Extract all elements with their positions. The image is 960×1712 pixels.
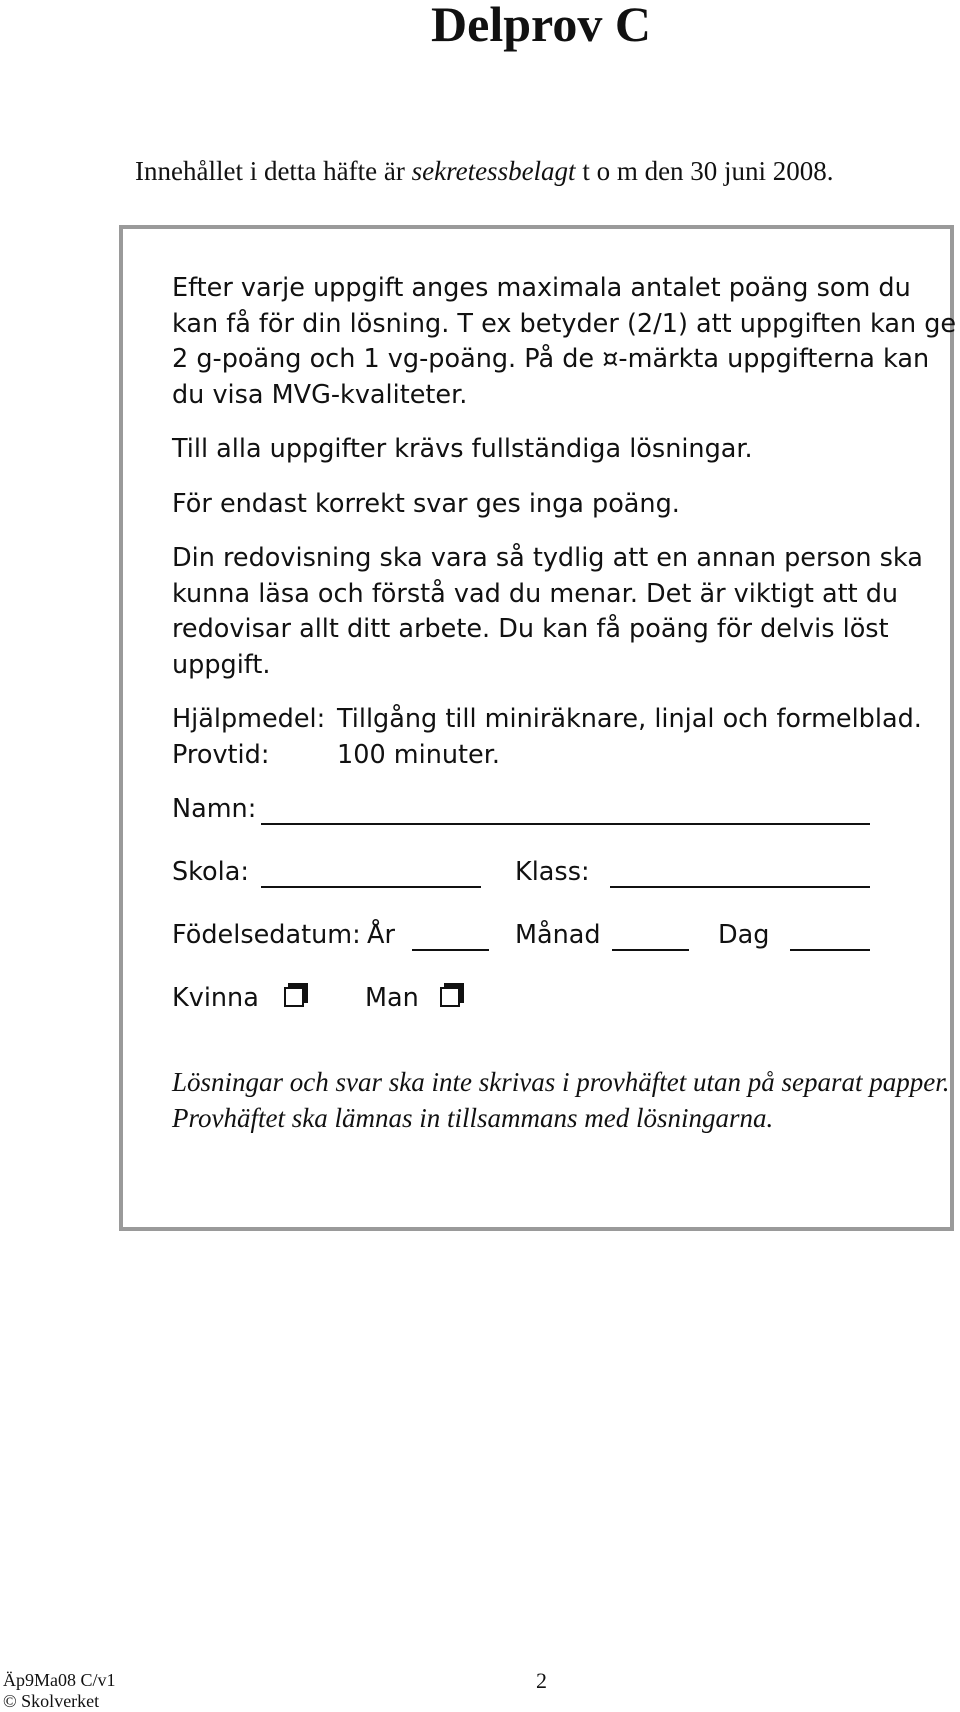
complete-solutions-note: Till alla uppgifter krävs fullständiga lösningar.	[172, 434, 753, 464]
answer-sheet-note: Lösningar och svar ska inte skrivas i provhäftet utan på separat papper. Provhäftet ska lämnas in tillsammans med lösningarna.	[172, 1067, 950, 1133]
footer-info	[3, 1670, 116, 1712]
intro-emphasis: sekretessbelagt	[411, 156, 576, 186]
gender-row	[172, 981, 957, 1044]
name-label: Namn:	[172, 794, 257, 824]
time-value: 100 minuter.	[337, 739, 500, 770]
month-line[interactable]	[612, 949, 689, 951]
time-label: Provtid:	[172, 739, 270, 770]
school-line[interactable]	[261, 886, 481, 888]
copyright: © Skolverket	[3, 1691, 100, 1711]
aids-row	[172, 702, 957, 738]
document-code: Äp9Ma08 C/v1	[3, 1670, 116, 1690]
year-line[interactable]	[412, 949, 489, 951]
page-number: 2	[536, 1668, 547, 1693]
birthdate-label: Födelsedatum:	[172, 920, 361, 950]
name-field-row	[172, 792, 957, 855]
school-class-row	[172, 855, 957, 918]
year-label: År	[367, 920, 395, 950]
birthdate-row	[172, 918, 957, 981]
page-title: Delprov C	[431, 0, 651, 52]
intro-text-before: Innehållet i detta häfte är	[135, 156, 412, 186]
day-line[interactable]	[790, 949, 870, 951]
day-label: Dag	[718, 920, 770, 950]
instructions-box	[119, 225, 957, 1231]
aids-label: Hjälpmedel:	[172, 704, 326, 734]
time-row	[172, 738, 957, 774]
woman-label: Kvinna	[172, 983, 259, 1013]
intro-text-after: t o m den 30 juni 2008.	[575, 156, 834, 186]
aids-value: Tillgång till miniräknare, linjal och formelblad.	[337, 704, 922, 734]
name-line[interactable]	[261, 823, 870, 825]
confidentiality-notice	[135, 155, 834, 187]
presentation-note: Din redovisning ska vara så tydlig att en annan person ska kunna läsa och förstå vad du menar. Det är viktigt att du redovisar allt ditt arbete. Du kan få poäng för delvis löst uppgift.	[172, 543, 923, 680]
month-label: Månad	[515, 920, 601, 950]
class-label: Klass:	[515, 857, 590, 887]
class-line[interactable]	[610, 886, 870, 888]
man-checkbox[interactable]	[440, 987, 460, 1007]
points-explanation: Efter varje uppgift anges maximala antalet poäng som du kan få för din lösning. T ex betyder (2/1) att uppgiften kan ge 2 g-poäng och 1 vg-poäng. På de ¤-märkta uppgifterna kan du visa MVG-kvaliteter.	[172, 273, 957, 410]
woman-checkbox[interactable]	[284, 987, 304, 1007]
instructions-content	[172, 271, 957, 1044]
correct-answer-note: För endast korrekt svar ges inga poäng.	[172, 488, 680, 519]
man-label: Man	[365, 983, 419, 1013]
school-label: Skola:	[172, 857, 249, 887]
